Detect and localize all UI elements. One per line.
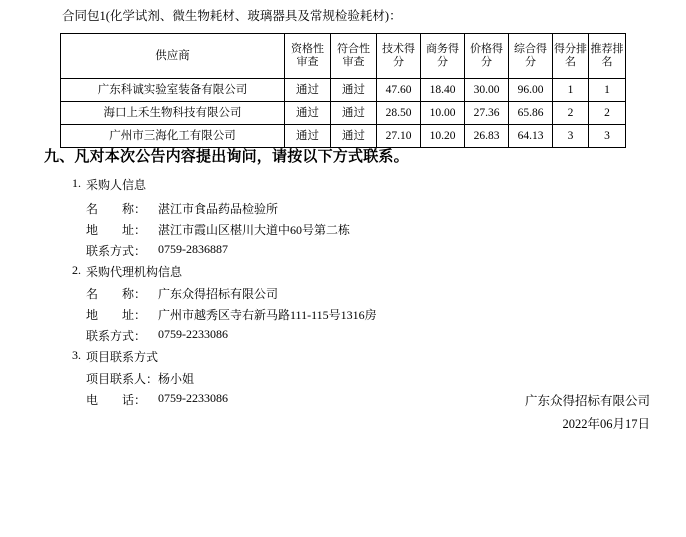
table-row	[61, 79, 626, 102]
col-header-recommend-rank: 推荐排名	[589, 34, 626, 79]
block-1-line-0-label: 名 称：	[86, 202, 147, 216]
block-1-line-1-label: 地 址：	[86, 223, 147, 237]
block-2-line-1-value: 广州市越秀区寺右新马路111-115号1316房	[158, 308, 377, 322]
table-header-row	[61, 34, 626, 79]
block-3-line-0-label: 项目联系人：	[86, 372, 159, 386]
cell-price: 27.36	[465, 102, 509, 125]
cell-technical: 27.10	[377, 125, 421, 148]
block-3-title: 项目联系方式	[86, 350, 159, 364]
section-heading: 九、凡对本次公告内容提出询问，请按以下方式联系。	[44, 149, 409, 165]
cell-score-rank: 3	[553, 125, 589, 148]
cell-technical: 47.60	[377, 79, 421, 102]
block-1-line-0-value: 湛江市食品药品检验所	[158, 202, 279, 216]
cell-recommend-rank: 3	[589, 125, 626, 148]
signature-company: 广东众得招标有限公司	[524, 394, 650, 408]
cell-qualification: 通过	[285, 79, 331, 102]
col-header-total: 综合得分	[509, 34, 553, 79]
block-2-line-2-value: 0759-2233086	[158, 327, 228, 341]
cell-total: 96.00	[509, 79, 553, 102]
cell-qualification: 通过	[285, 125, 331, 148]
cell-business: 10.00	[421, 102, 465, 125]
block-1-line-2-value: 0759-2836887	[158, 242, 228, 256]
cell-supplier: 海口上禾生物科技有限公司	[61, 102, 285, 125]
block-2-line-0-label: 名 称：	[86, 287, 147, 301]
cell-compliance: 通过	[331, 102, 377, 125]
cell-compliance: 通过	[331, 125, 377, 148]
block-1-number: 1.	[72, 176, 81, 190]
block-3-line-1-value: 0759-2233086	[158, 391, 228, 405]
cell-recommend-rank: 2	[589, 102, 626, 125]
block-2-number: 2.	[72, 263, 81, 277]
block-2-line-2-label: 联系方式：	[86, 329, 147, 343]
cell-price: 26.83	[465, 125, 509, 148]
cell-recommend-rank: 1	[589, 79, 626, 102]
block-3-line-1-label: 电 话：	[86, 393, 147, 407]
col-header-compliance: 符合性审查	[331, 34, 377, 79]
cell-score-rank: 2	[553, 102, 589, 125]
block-1-title: 采购人信息	[86, 178, 147, 192]
cell-qualification: 通过	[285, 102, 331, 125]
block-2-title: 采购代理机构信息	[86, 265, 183, 279]
cell-business: 18.40	[421, 79, 465, 102]
col-header-qualification: 资格性审查	[285, 34, 331, 79]
cell-score-rank: 1	[553, 79, 589, 102]
cell-technical: 28.50	[377, 102, 421, 125]
col-header-business: 商务得分	[421, 34, 465, 79]
block-3-number: 3.	[72, 348, 81, 362]
cell-supplier: 广东科诚实验室装备有限公司	[61, 79, 285, 102]
package-title: 合同包1(化学试剂、微生物耗材、玻璃器具及常规检验耗材)：	[62, 9, 402, 23]
col-header-technical: 技术得分	[377, 34, 421, 79]
table-row	[61, 102, 626, 125]
cell-compliance: 通过	[331, 79, 377, 102]
cell-total: 65.86	[509, 102, 553, 125]
evaluation-score-table	[60, 33, 626, 148]
block-2-line-0-value: 广东众得招标有限公司	[158, 287, 279, 301]
cell-total: 64.13	[509, 125, 553, 148]
block-3-line-0-value: 杨小姐	[158, 372, 195, 386]
cell-business: 10.20	[421, 125, 465, 148]
cell-supplier: 广州市三海化工有限公司	[61, 125, 285, 148]
col-header-score-rank: 得分排名	[553, 34, 589, 79]
block-1-line-2-label: 联系方式：	[86, 244, 147, 258]
block-1-line-1-value: 湛江市霞山区椹川大道中60号第二栋	[158, 223, 351, 237]
col-header-price: 价格得分	[465, 34, 509, 79]
cell-price: 30.00	[465, 79, 509, 102]
col-header-supplier: 供应商	[61, 34, 285, 79]
signature-date: 2022年06月17日	[562, 417, 650, 431]
block-2-line-1-label: 地 址：	[86, 308, 147, 322]
